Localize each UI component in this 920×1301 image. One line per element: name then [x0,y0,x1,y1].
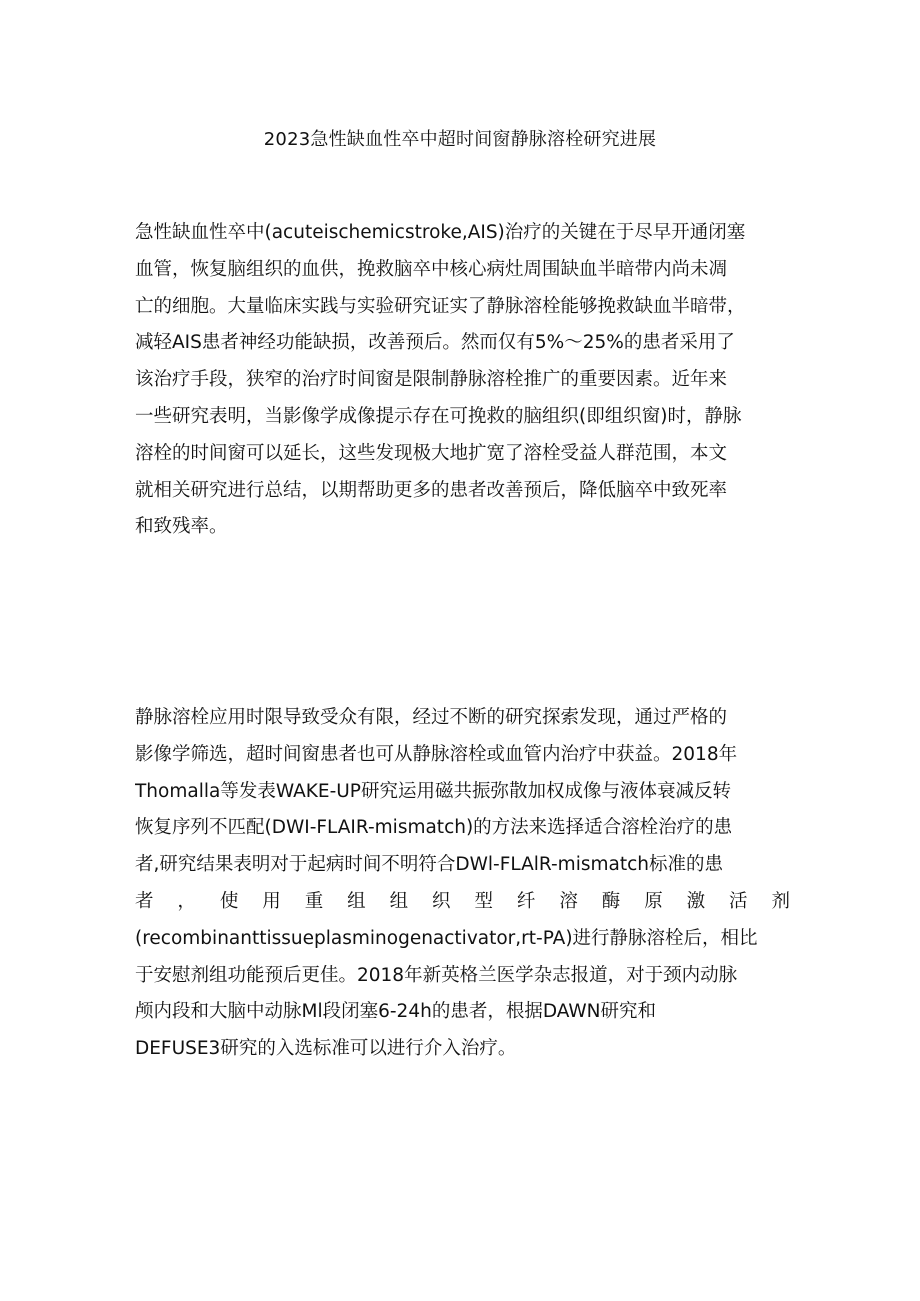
paragraph-2-line-1: 静脉溶栓应用时限导致受众有限，经过不断的研究探索发现，通过严格的 [135,707,728,728]
paragraph-2-line-5: 者,研究结果表明对于起病时间不明符合DWl-FLAlR-mismatch标准的患 [135,854,723,876]
paragraph-2-line-8: 于安慰剂组功能预后更佳。2018年新英格兰医学杂志报道，对于颈内动脉 [135,964,738,986]
paragraph-1-line-8: 就相关研究进行总结，以期帮助更多的患者改善预后，降低脑卒中致死率 [135,479,728,501]
paragraph-2-line-6: 者，使用重组组织型纤溶酶原激活剂 [135,890,790,912]
paragraph-1-line-3: 亡的细胞。大量临床实践与实验研究证实了静脉溶栓能够挽救缺血半暗带， [135,295,746,317]
paragraph-1-line-2: 血管，恢复脑组织的血供，挽救脑卒中核心病灶周围缺血半暗带内尚未凋 [135,258,728,280]
paragraph-1-line-7: 溶栓的时间窗可以延长，这些发现极大地扩宽了溶栓受益人群范围，本文 [135,442,728,464]
document-title: 2023急性缺血性卒中超时间窗静脉溶栓研究进展 [263,129,657,150]
paragraph-1-line-5: 该治疗手段，狭窄的治疗时间窗是限制静脉溶栓推广的重要因素。近年来 [135,369,728,391]
paragraph-1-line-9: 和致残率。 [135,516,228,538]
paragraph-2-line-7: (recombinanttissueplasminogenactivator,rt-PA)进行静脉溶栓后，相比 [135,927,758,949]
paragraph-2-line-10: DEFUSE3研究的入选标准可以进行介入治疗。 [135,1038,517,1060]
paragraph-2-line-2: 影像学筛选，超时间窗患者也可从静脉溶栓或血管内治疗中获益。2018年 [135,743,738,765]
paragraph-2-line-4: 恢复序列不匹配(DWI-FLAIR-mismatch)的方法来选择适合溶栓治疗的患 [135,817,733,839]
paragraph-1-line-6: 一些研究表明，当影像学成像提示存在可挽救的脑组织(即组织窗)时，静脉 [135,405,742,427]
paragraph-2 [135,700,790,1068]
paragraph-2-line-9: 颅内段和大脑中动脉Ml段闭塞6-24h的患者，根据DAWN研究和 [135,1001,657,1023]
paragraph-1-line-1: 急性缺血性卒中(acuteischemicstroke,AIS)治疗的关键在于尽早开通闭塞 [135,222,746,243]
paragraph-2-line-3: Thomalla等发表WAKE-UP研究运用磁共振弥散加权成像与液体衰减反转 [135,780,731,802]
paragraph-1-line-4: 减轻AIS患者神经功能缺损，改善预后。然而仅有5%〜25%的患者采用了 [135,332,735,354]
paragraph-1 [135,215,790,546]
